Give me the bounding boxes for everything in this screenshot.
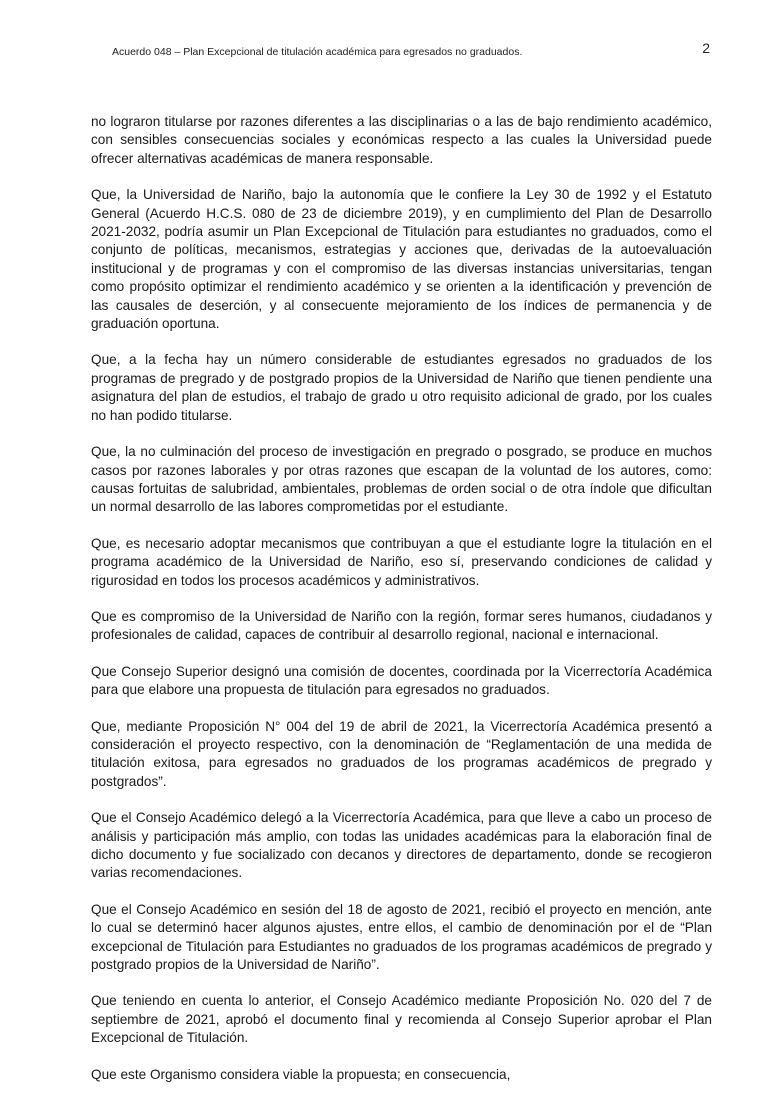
paragraph-3: Que, a la fecha hay un número considerable de estudiantes egresados no graduados de los programas de pregrado y de postgrado propios de la Universidad de Nariño que tienen pendiente una asignatura del plan de estudios, el trabajo de grado u otro requisito adicional de grado, por los cuales no han podido titularse. [91, 352, 712, 423]
paragraph-2: Que, la Universidad de Nariño, bajo la autonomía que le confiere la Ley 30 de 1992 y el Estatuto General (Acuerdo H.C.S. 080 de 23 de diciembre 2019), y en cumplimiento del Plan de Desarrollo 2021-2032, podría asumir un Plan Excepcional de Titulación para estudiantes no graduados, como el conjunto de políticas, mecanismos, estrategias y acciones que, derivadas de la autoevaluación institucional y de programas y con el compromiso de las diversas instancias universitarias, tengan como propósito optimizar el rendimiento académico y se orienten a la identificación y prevención de las causales de deserción, y al consecuente mejoramiento de los índices de permanencia y de graduación oportuna. [91, 187, 712, 332]
paragraph-12: Que este Organismo considera viable la propuesta; en consecuencia, [91, 1066, 511, 1082]
paragraph-11: Que teniendo en cuenta lo anterior, el Consejo Académico mediante Proposición No. 020 del 7 de septiembre de 2021, aprobó el documento final y recomienda al Consejo Superior aprobar el Plan Excepcional de Titulación. [91, 993, 712, 1046]
page-number: 2 [702, 40, 710, 56]
paragraph-5: Que, es necesario adoptar mecanismos que contribuyan a que el estudiante logre la titulación en el programa académico de la Universidad de Nariño, eso sí, preservando condiciones de calidad y rigurosidad en todos los procesos académicos y administrativos. [91, 535, 712, 588]
paragraph-6: Que es compromiso de la Universidad de Nariño con la región, formar seres humanos, ciudadanos y profesionales de calidad, capaces de contribuir al desarrollo regional, nacional e internacional. [91, 608, 712, 643]
document-header-title: Acuerdo 048 – Plan Excepcional de titulación académica para egresados no graduados. [112, 46, 523, 58]
paragraph-8: Que, mediante Proposición N° 004 del 19 de abril de 2021, la Vicerrectoría Académica presentó a consideración el proyecto respectivo, con la denominación de “Reglamentación de una medida de titulación exitosa, para egresados no graduados de los programas académicos de pregrado y postgrados”. [91, 718, 712, 789]
paragraph-4: Que, la no culminación del proceso de investigación en pregrado o posgrado, se produce en muchos casos por razones laborales y por otras razones que escapan de la voluntad de los autores, como: causas fortuitas de salubridad, ambientales, problemas de orden social o de otra índole que dificultan un normal desarrollo de las labores comprometidas por el estudiante. [91, 444, 712, 515]
paragraph-9: Que el Consejo Académico delegó a la Vicerrectoría Académica, para que lleve a cabo un proceso de análisis y participación más amplio, con todas las unidades académicas para la elaboración final de dicho documento y fue socializado con decanos y directores de departamento, donde se recogieron varias recomendaciones. [91, 810, 712, 881]
document-body [91, 113, 712, 1102]
paragraph-7: Que Consejo Superior designó una comisión de docentes, coordinada por la Vicerrectoría Académica para que elabore una propuesta de titulación para egresados no graduados. [91, 663, 712, 698]
paragraph-10: Que el Consejo Académico en sesión del 18 de agosto de 2021, recibió el proyecto en mención, ante lo cual se determinó hacer algunos ajustes, entre ellos, el cambio de denominación por el de “Plan excepcional de Titulación para Estudiantes no graduados de los programas académicos de pregrado y postgrado propios de la Universidad de Nariño”. [91, 901, 712, 973]
paragraph-1: no lograron titularse por razones diferentes a las disciplinarias o a las de bajo rendimiento académico, con sensibles consecuencias sociales y económicas respecto a las cuales la Universidad puede ofrecer alternativas académicas de manera responsable. [91, 114, 712, 166]
